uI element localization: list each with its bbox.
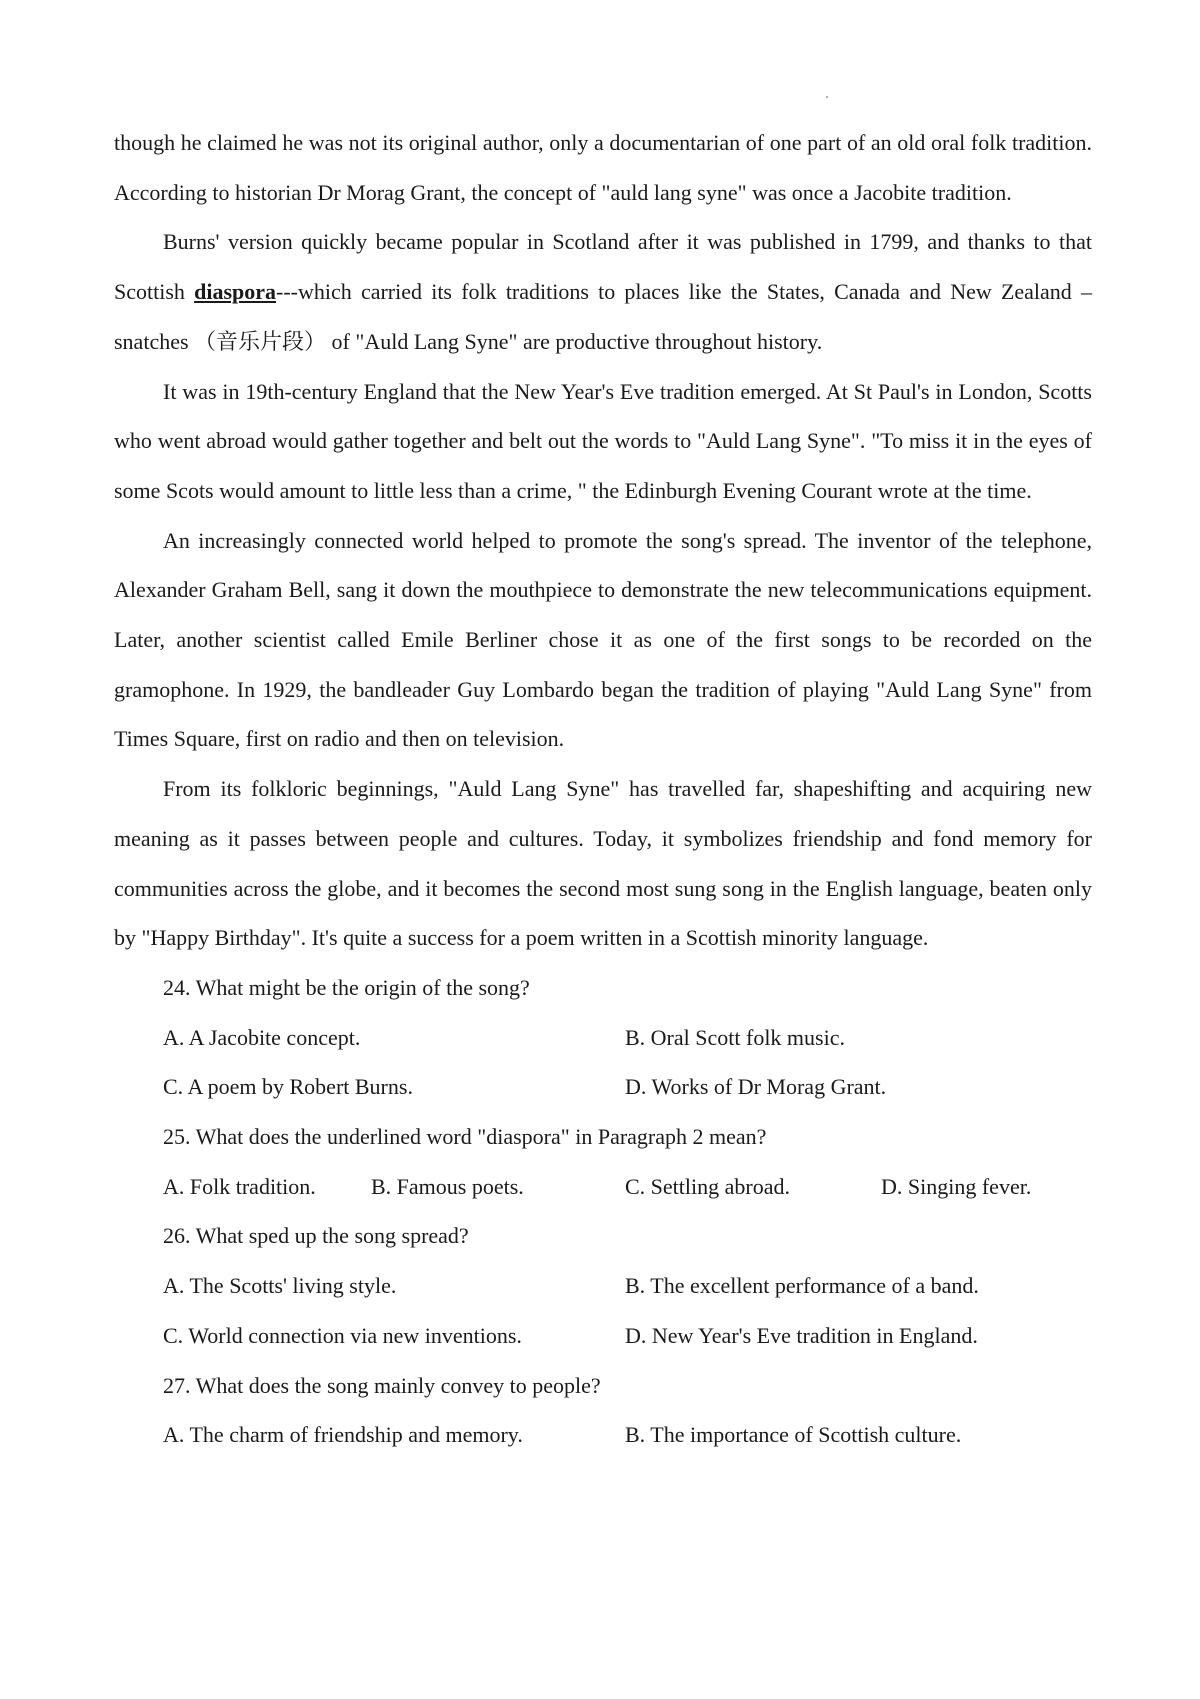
paragraph-continuation: though he claimed he was not its original author, only a documentarian of one part of an old oral folk tradition. According to historian Dr Morag Grant, the concept of "auld lang syne" was once a Jacobite tradition. [114, 130, 1092, 205]
reading-passage [114, 118, 1092, 1460]
question-25-option-a[interactable]: A. Folk tradition. [163, 1173, 316, 1199]
question-27-option-b[interactable]: B. The importance of Scottish culture. [625, 1422, 962, 1448]
paragraph-4: An increasingly connected world helped to promote the song's spread. The inventor of the telephone, Alexander Graham Bell, sang it down the mouthpiece to demonstrate the new telecommunications equipment. Later, another scientist called Emile Berliner chose it as one of the first songs to be recorded on the gramophone. In 1929, the bandleader Guy Lombardo began the tradition of playing "Auld Lang Syne" from Times Square, first on radio and then on television. [114, 527, 1092, 752]
question-26-options-row-1 [114, 1261, 1092, 1311]
question-27-stem: 27. What does the song mainly convey to people? [163, 1372, 601, 1398]
paragraph-2 [114, 217, 1092, 366]
question-24-stem: 24. What might be the origin of the song? [163, 974, 530, 1000]
question-26-option-b[interactable]: B. The excellent performance of a band. [625, 1273, 979, 1299]
underlined-word-diaspora: diaspora [194, 279, 277, 305]
question-26-options-row-2 [114, 1311, 1092, 1361]
question-26-option-a[interactable]: A. The Scotts' living style. [163, 1273, 397, 1299]
question-26-option-c[interactable]: C. World connection via new inventions. [163, 1322, 522, 1348]
question-24-options-row-1 [114, 1013, 1092, 1063]
paragraph-2-text-start: Burns' version quickly became popular in Scotland after it was published in 1799, and thanks to that Scottish [114, 229, 1092, 305]
question-25-option-b[interactable]: B. Famous poets. [371, 1173, 524, 1199]
question-24-options-row-2 [114, 1062, 1092, 1112]
question-27-options-row-1 [114, 1410, 1092, 1460]
question-24-option-c[interactable]: C. A poem by Robert Burns. [163, 1074, 413, 1100]
question-25-stem: 25. What does the underlined word "diaspora" in Paragraph 2 mean? [163, 1124, 767, 1150]
question-25-option-c[interactable]: C. Settling abroad. [625, 1173, 790, 1199]
question-26-option-d[interactable]: D. New Year's Eve tradition in England. [625, 1322, 978, 1348]
question-24-option-d[interactable]: D. Works of Dr Morag Grant. [625, 1074, 887, 1100]
scan-dot [826, 96, 828, 98]
question-24-option-a[interactable]: A. A Jacobite concept. [163, 1024, 361, 1050]
paragraph-5: From its folkloric beginnings, "Auld Lang Syne" has travelled far, shapeshifting and acquiring new meaning as it passes between people and cultures. Today, it symbolizes friendship and fond memory for communities across the globe, and it becomes the second most sung song in the English language, beaten only by "Happy Birthday". It's quite a success for a poem written in a Scottish minority language. [114, 776, 1092, 951]
paragraph-3: It was in 19th-century England that the New Year's Eve tradition emerged. At St Paul's in London, Scotts who went abroad would gather together and belt out the words to "Auld Lang Syne". "To miss it in the eyes of some Scots would amount to little less than a crime, " the Edinburgh Evening Courant wrote at the time. [114, 378, 1092, 503]
question-24-option-b[interactable]: B. Oral Scott folk music. [625, 1024, 845, 1050]
question-25-option-d[interactable]: D. Singing fever. [881, 1173, 1032, 1199]
question-25-options-row [114, 1162, 1092, 1212]
paragraph-2-text-end: ---which carried its folk traditions to places like the States, Canada and New Zealand – snatches （音乐片段） of "Auld Lang Syne" are productive throughout history. [114, 279, 1092, 354]
question-26-stem: 26. What sped up the song spread? [163, 1223, 469, 1249]
question-27-option-a[interactable]: A. The charm of friendship and memory. [163, 1422, 523, 1448]
